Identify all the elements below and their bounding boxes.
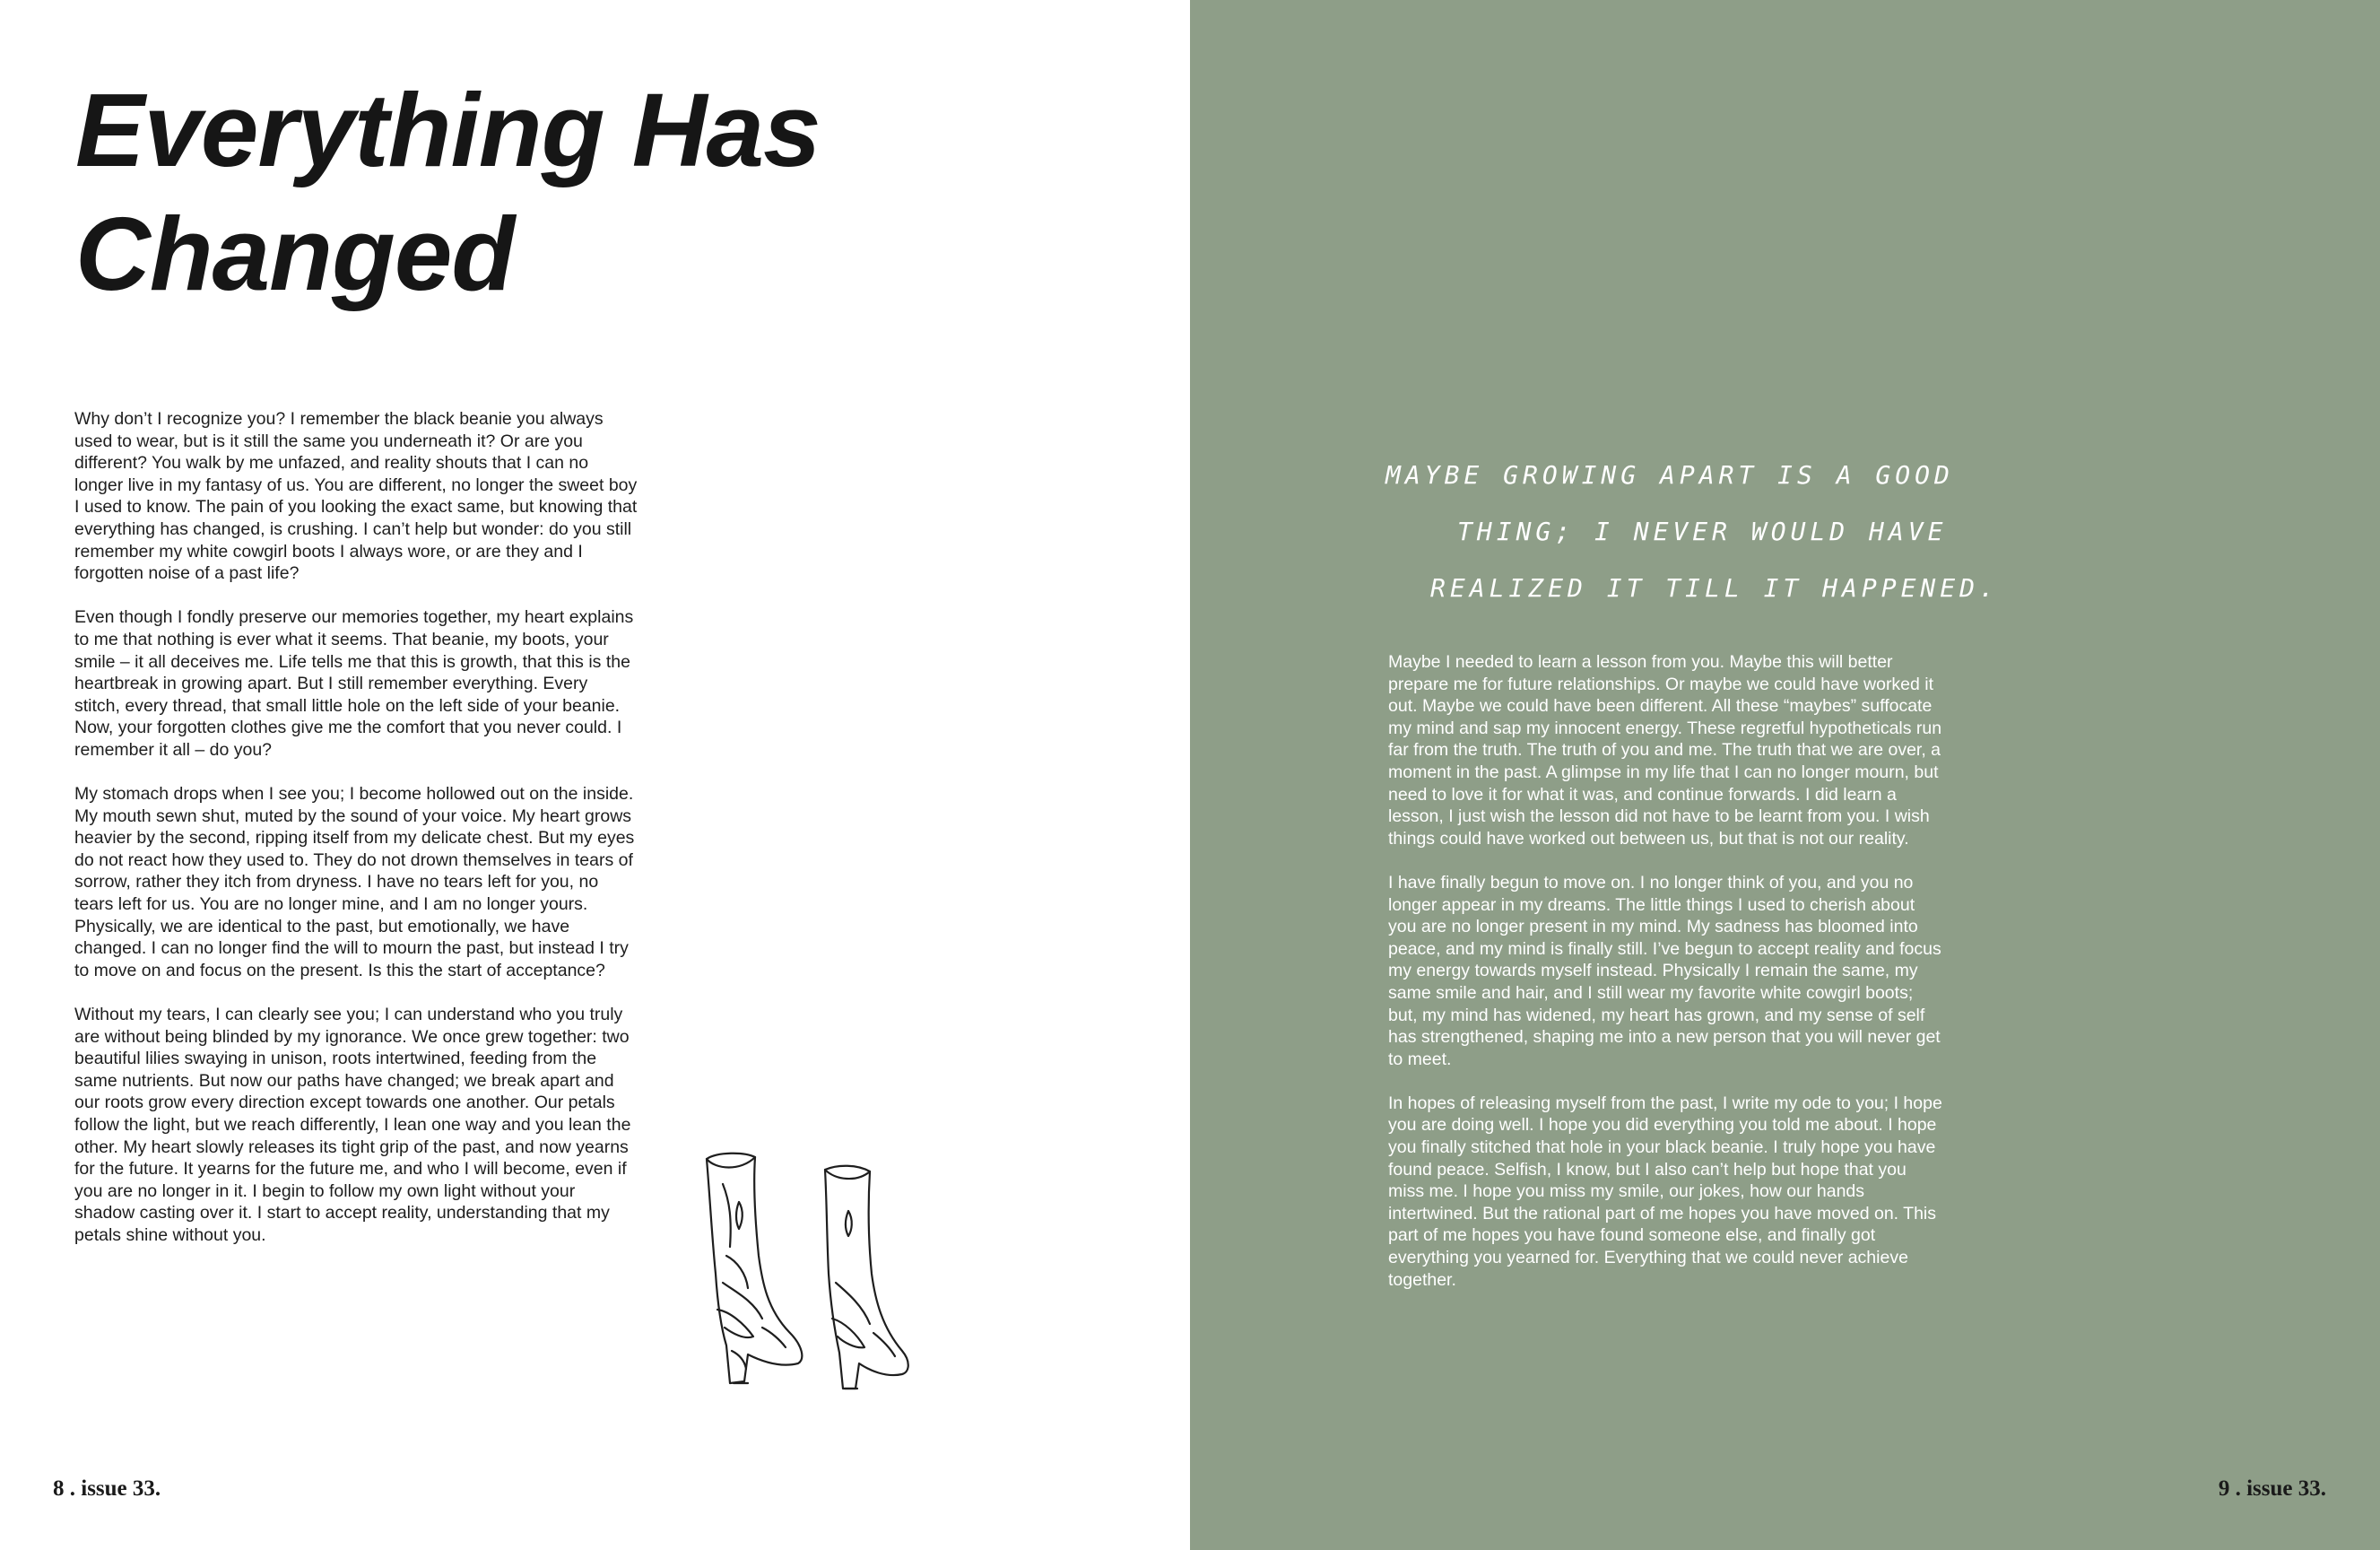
paragraph: My stomach drops when I see you; I become hollowed out on the inside. My mouth sewn shut, muted by the sound of your voice. My heart grows heavier by the second, ripping itself from my delicate chest. But my eyes do not react how they used to. They do not drown themselves in tears of sorrow, rather they itch from dryness. I have no tears left for you, no tears left for us. You are no longer mine, and I am no longer yours. Physically, we are identical to the past, but emotionally, we have changed. I can no longer find the will to mourn the past, but instead I try to move on and focus on the present. Is this the start of acceptance? [74,784,635,980]
title-line-2: Changed [75,196,515,312]
right-body-text [1388,651,1944,1313]
quote-line-2: THING; I NEVER WOULD HAVE [1457,517,1948,546]
cowboy-boots-illustration [691,1148,924,1435]
right-page [1190,0,2380,1550]
paragraph: In hopes of releasing myself from the past, I write my ode to you; I hope you are doing well. I hope you did everything you told me about. I hope you finally stitched that hole in your black beanie. I truly hope you have found peace. Selfish, I know, but I also can’t help but hope that you miss me. I hope you miss my smile, our jokes, how our hands intertwined. But the rational part of me hopes you have moved on. This part of me hopes you have found someone else, and finally got everything you yearned for. Everything that we could never achieve together. [1388,1093,1942,1290]
paragraph: Why don’t I recognize you? I remember the black beanie you always used to wear, but is it still the same you underneath it? Or are you different? You walk by me unfazed, and reality shouts that I can no longer live in my fantasy of us. You are different, no longer the sweet boy I used to know. The pain of you looking the exact same, but knowing that everything has changed, is crushing. I can’t help but wonder: do you still remember my white cowgirl boots I always wore, or are they and I forgotten noise of a past life? [74,409,638,584]
pull-quote [1385,447,1999,616]
quote-line-1: MAYBE GROWING APART IS A GOOD [1385,460,1954,490]
quote-line-3: REALIZED IT TILL IT HAPPENED. [1430,573,1999,603]
folio-right: 9 . issue 33. [2218,1476,2326,1501]
paragraph: Maybe I needed to learn a lesson from you. Maybe this will better prepare me for future relationships. Or maybe we could have worked it out. Maybe we could have been different. All these “maybes” suffocate my mind and sap my innocent energy. These regretful hypotheticals run far from the truth. The truth of you and me. The truth that we are over, a moment in the past. A glimpse in my life that I can no longer mourn, but need to love it for what it was, and continue forwards. I did learn a lesson, I just wish the lesson did not have to be learnt from you. I wish things could have worked out between us, but that is not our reality. [1388,652,1942,849]
article-title [75,68,1062,316]
folio-left: 8 . issue 33. [53,1476,161,1501]
left-body-text [74,408,638,1268]
paragraph: Even though I fondly preserve our memories together, my heart explains to me that nothing is ever what it seems. That beanie, my boots, your smile – it all deceives me. Life tells me that this is growth, that this is the heartbreak in growing apart. But I still remember everything. Every stitch, every thread, that small little hole on the left side of your beanie. Now, your forgotten clothes give me the comfort that you never could. I remember it all – do you? [74,607,634,760]
paragraph: I have finally begun to move on. I no longer think of you, and you no longer appear in my dreams. The little things I used to cherish about you are no longer present in my mind. My sadness has bloomed into peace, and my mind is finally still. I’ve begun to accept reality and focus my energy towards myself instead. Physically I remain the same, my same smile and hair, and I still wear my favorite white cowgirl boots; but, my mind has widened, my heart has grown, and my sense of self has strengthened, shaping me into a new person that you will never get to meet. [1388,872,1941,1069]
paragraph: Without my tears, I can clearly see you; I can understand who you truly are without being blinded by my ignorance. We once grew together: two beautiful lilies swaying in unison, roots intertwined, feeding from the same nutrients. But now our paths have changed; we break apart and our roots grow every direction except towards one another. Our petals follow the light, but we reach differently, I lean one way and you lean the other. My heart slowly releases its tight grip of the past, and now yearns for the future. It yearns for the future me, and who I will become, even if you are no longer in it. I begin to follow my own light without your shadow casting over it. I start to accept reality, understanding that my petals shine without you. [74,1005,631,1245]
title-line-1: Everything Has [75,72,821,188]
